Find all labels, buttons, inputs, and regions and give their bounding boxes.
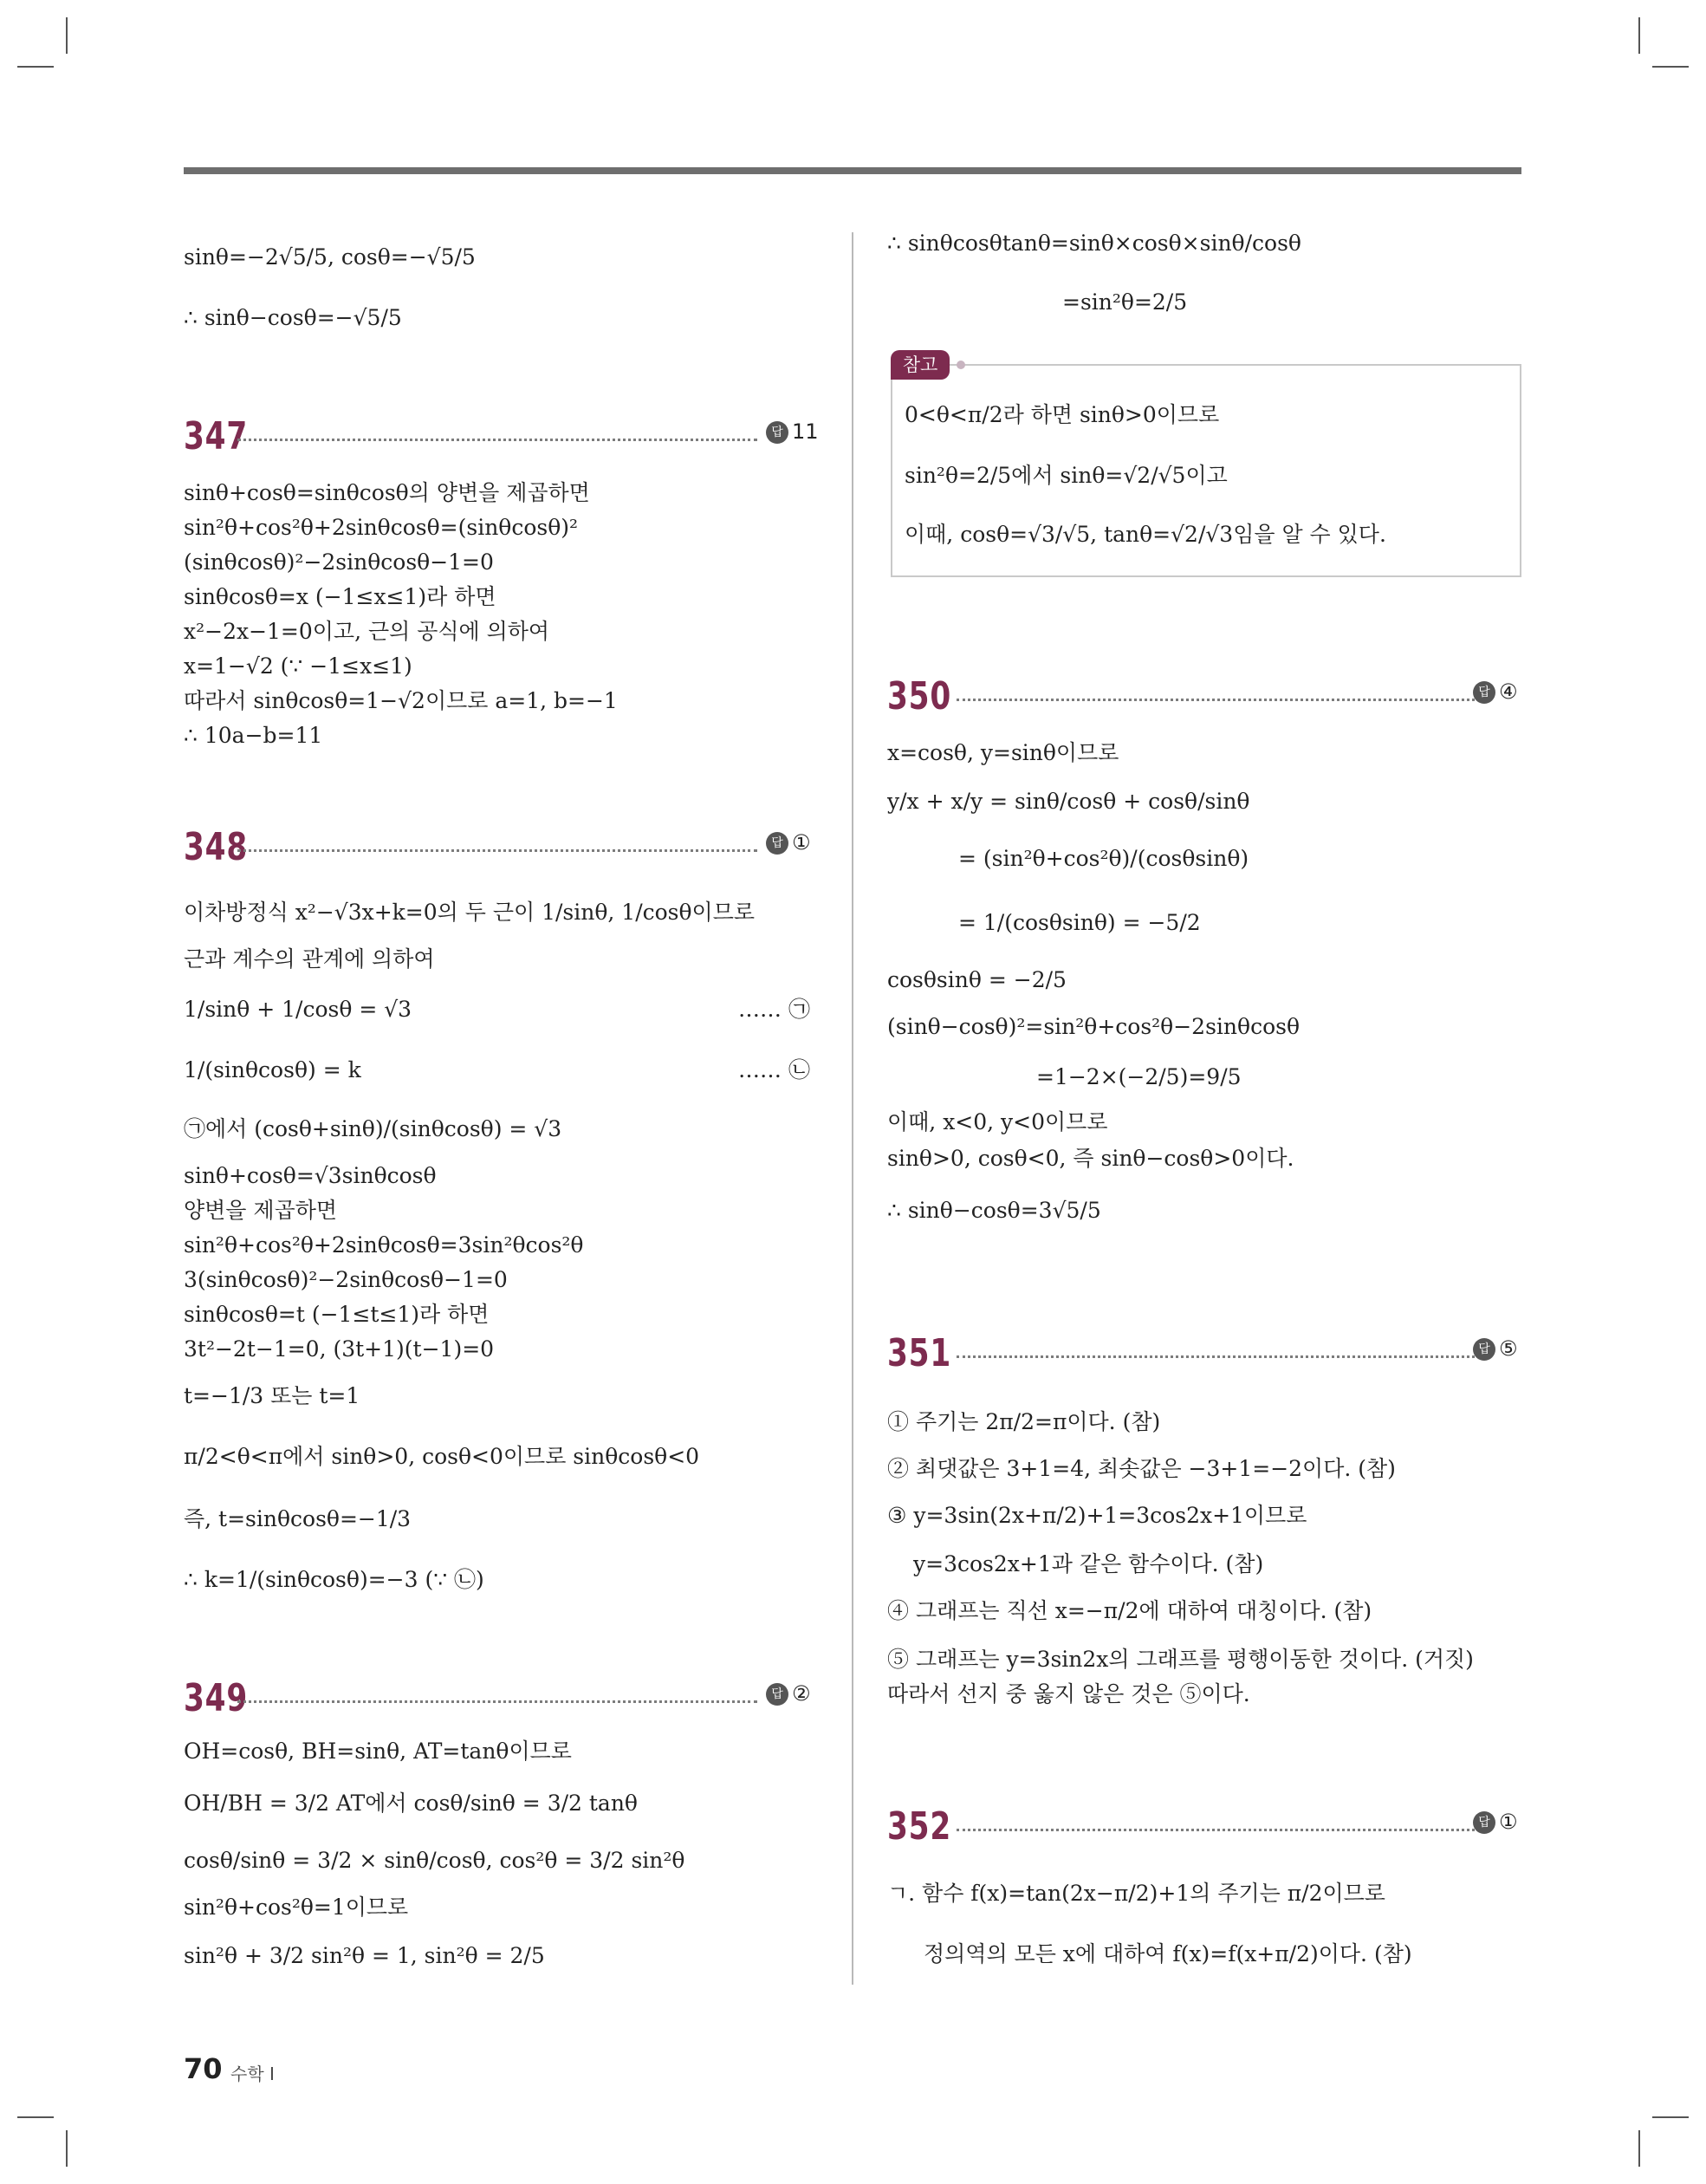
subject-label: 수학 I [230,2064,275,2084]
answer-value: ① [1499,1810,1518,1834]
solution-line: y=3cos2x+1과 같은 함수이다. (참) [913,1551,1264,1576]
solution-line: cosθsinθ = −2/5 [887,967,1067,992]
solution-line: ② 최댓값은 3+1=4, 최솟값은 −3+1=−2이다. (참) [887,1456,1396,1481]
solution-line: π/2<θ<π에서 sinθ>0, cosθ<0이므로 sinθcosθ<0 [184,1444,700,1469]
solution-line: sinθ>0, cosθ<0, 즉 sinθ−cosθ>0이다. [887,1146,1294,1171]
crop-mark [17,2116,54,2118]
page-number: 70 [184,2052,223,2085]
solution-line: 이차방정식 x²−√3x+k=0의 두 근이 1/sinθ, 1/cosθ이므로 [184,900,756,925]
dotted-leader [957,1829,1480,1831]
problem-header-351 [887,1331,1521,1375]
solution-line: sin²θ+cos²θ+2sinθcosθ=(sinθcosθ)² [184,515,579,540]
equation-marker: …… ㉠ [738,997,810,1022]
answer-badge-icon: 답 [766,1683,788,1706]
answer-badge-icon: 답 [766,832,788,855]
solution-line: 3t²−2t−1=0, (3t+1)(t−1)=0 [184,1336,495,1362]
solution-line: ㄱ. 함수 f(x)=tan(2x−π/2)+1의 주기는 π/2이므로 [887,1881,1385,1906]
dotted-leader [957,1355,1480,1358]
solution-line: sin²θ + 3/2 sin²θ = 1, sin²θ = 2/5 [184,1943,545,1968]
answer-value: ② [792,1681,811,1706]
solution-line: OH=cosθ, BH=sinθ, AT=tanθ이므로 [184,1739,572,1764]
dotted-leader [237,1700,757,1703]
column-divider [852,232,853,1985]
solution-line: = (sin²θ+cos²θ)/(cosθsinθ) [958,846,1249,871]
solution-line: 근과 계수의 관계에 의하여 [184,946,435,972]
problem-header-348 [184,825,816,868]
problem-number: 352 [887,1804,951,1849]
solution-line: sin²θ+cos²θ+2sinθcosθ=3sin²θcos²θ [184,1232,584,1258]
crop-mark [1652,66,1689,68]
answer-label [1473,1336,1518,1361]
solution-line: 따라서 sinθcosθ=1−√2이므로 a=1, b=−1 [184,688,618,713]
solution-line: ① 주기는 2π/2=π이다. (참) [887,1409,1161,1434]
problem-number: 347 [184,414,248,458]
note-line: 이때, cosθ=√3/√5, tanθ=√2/√3임을 알 수 있다. [905,522,1386,547]
solution-line: 양변을 제곱하면 [184,1198,337,1223]
answer-value: ⑤ [1499,1336,1518,1361]
answer-badge-icon: 답 [1473,681,1495,704]
answer-value: 11 [792,419,819,444]
solution-line: sinθ+cosθ=√3sinθcosθ [184,1163,437,1188]
crop-mark [17,66,54,68]
solution-line: = 1/(cosθsinθ) = −5/2 [958,910,1201,935]
solution-line: t=−1/3 또는 t=1 [184,1383,360,1408]
answer-label [1473,1810,1518,1834]
intro-line: ∴ sinθcosθtanθ=sinθ×cosθ×sinθ/cosθ [887,231,1301,256]
problem-number: 349 [184,1676,248,1720]
solution-line: x=1−√2 (∵ −1≤x≤1) [184,653,412,679]
problem-header-347 [184,414,819,458]
solution-line: 따라서 선지 중 옳지 않은 것은 ⑤이다. [887,1681,1250,1706]
answer-value: ④ [1499,679,1518,704]
problem-number: 348 [184,825,248,869]
answer-badge-icon: 답 [1473,1338,1495,1361]
crop-mark [66,2130,68,2167]
solution-line: y/x + x/y = sinθ/cosθ + cosθ/sinθ [887,789,1250,814]
solution-line: 즉, t=sinθcosθ=−1/3 [184,1506,412,1531]
note-line: sin²θ=2/5에서 sinθ=√2/√5이고 [905,463,1228,488]
intro-line: ∴ sinθ−cosθ=−√5/5 [184,305,402,330]
solution-line: ④ 그래프는 직선 x=−π/2에 대하여 대칭이다. (참) [887,1598,1372,1623]
answer-badge-icon: 답 [1473,1811,1495,1834]
answer-badge-icon: 답 [766,421,788,444]
problem-number: 351 [887,1331,951,1375]
crop-mark [66,17,68,54]
answer-label [766,1681,811,1706]
solution-line: x²−2x−1=0이고, 근의 공식에 의하여 [184,619,550,644]
intro-line: sinθ=−2√5/5, cosθ=−√5/5 [184,244,476,270]
solution-line: ∴ 10a−b=11 [184,723,323,748]
solution-line: sinθ+cosθ=sinθcosθ의 양변을 제곱하면 [184,480,590,505]
bullet-dot-icon [957,361,965,369]
solution-line: (sinθ−cosθ)²=sin²θ+cos²θ−2sinθcosθ [887,1014,1301,1039]
solution-line: 3(sinθcosθ)²−2sinθcosθ−1=0 [184,1267,508,1292]
answer-label [766,830,811,855]
intro-line: =sin²θ=2/5 [1062,289,1188,315]
solution-line: ∴ sinθ−cosθ=3√5/5 [887,1198,1101,1223]
solution-line: ㉠에서 (cosθ+sinθ)/(sinθcosθ) = √3 [184,1116,562,1141]
crop-mark [1638,2130,1640,2167]
solution-line: x=cosθ, y=sinθ이므로 [887,740,1119,765]
reference-note-tab: 참고 [891,350,950,380]
dotted-leader [237,849,757,852]
answer-value: ① [792,830,811,855]
solution-line: ∴ k=1/(sinθcosθ)=−3 (∵ ㉡) [184,1567,484,1592]
crop-mark [1638,17,1640,54]
crop-mark [1652,2116,1689,2118]
dotted-leader [957,699,1480,701]
solution-line: cosθ/sinθ = 3/2 × sinθ/cosθ, cos²θ = 3/2 sin²θ [184,1848,685,1873]
solution-line: =1−2×(−2/5)=9/5 [1036,1064,1242,1089]
header-rule [184,167,1521,174]
note-line: 0<θ<π/2라 하면 sinθ>0이므로 [905,402,1220,427]
solution-line: 1/sinθ + 1/cosθ = √3 [184,997,412,1022]
solution-line: sinθcosθ=t (−1≤t≤1)라 하면 [184,1302,490,1327]
solution-line: 1/(sinθcosθ) = k [184,1057,361,1082]
problem-header-349 [184,1676,816,1719]
problem-number: 350 [887,674,951,718]
solution-line: sin²θ+cos²θ=1이므로 [184,1895,409,1920]
equation-marker: …… ㉡ [738,1057,810,1082]
solution-line: ⑤ 그래프는 y=3sin2x의 그래프를 평행이동한 것이다. (거짓) [887,1647,1474,1672]
answer-label [1473,679,1518,704]
answer-label [766,419,819,444]
solution-line: sinθcosθ=x (−1≤x≤1)라 하면 [184,584,496,609]
solution-line: 정의역의 모든 x에 대하여 f(x)=f(x+π/2)이다. (참) [924,1941,1412,1966]
solution-line: ③ y=3sin(2x+π/2)+1=3cos2x+1이므로 [887,1503,1307,1528]
solution-line: OH/BH = 3/2 AT에서 cosθ/sinθ = 3/2 tanθ [184,1791,638,1816]
dotted-leader [237,439,757,441]
problem-header-350 [887,674,1521,718]
solution-line: (sinθcosθ)²−2sinθcosθ−1=0 [184,549,494,575]
solution-line: 이때, x<0, y<0이므로 [887,1109,1108,1134]
problem-header-352 [887,1804,1521,1848]
